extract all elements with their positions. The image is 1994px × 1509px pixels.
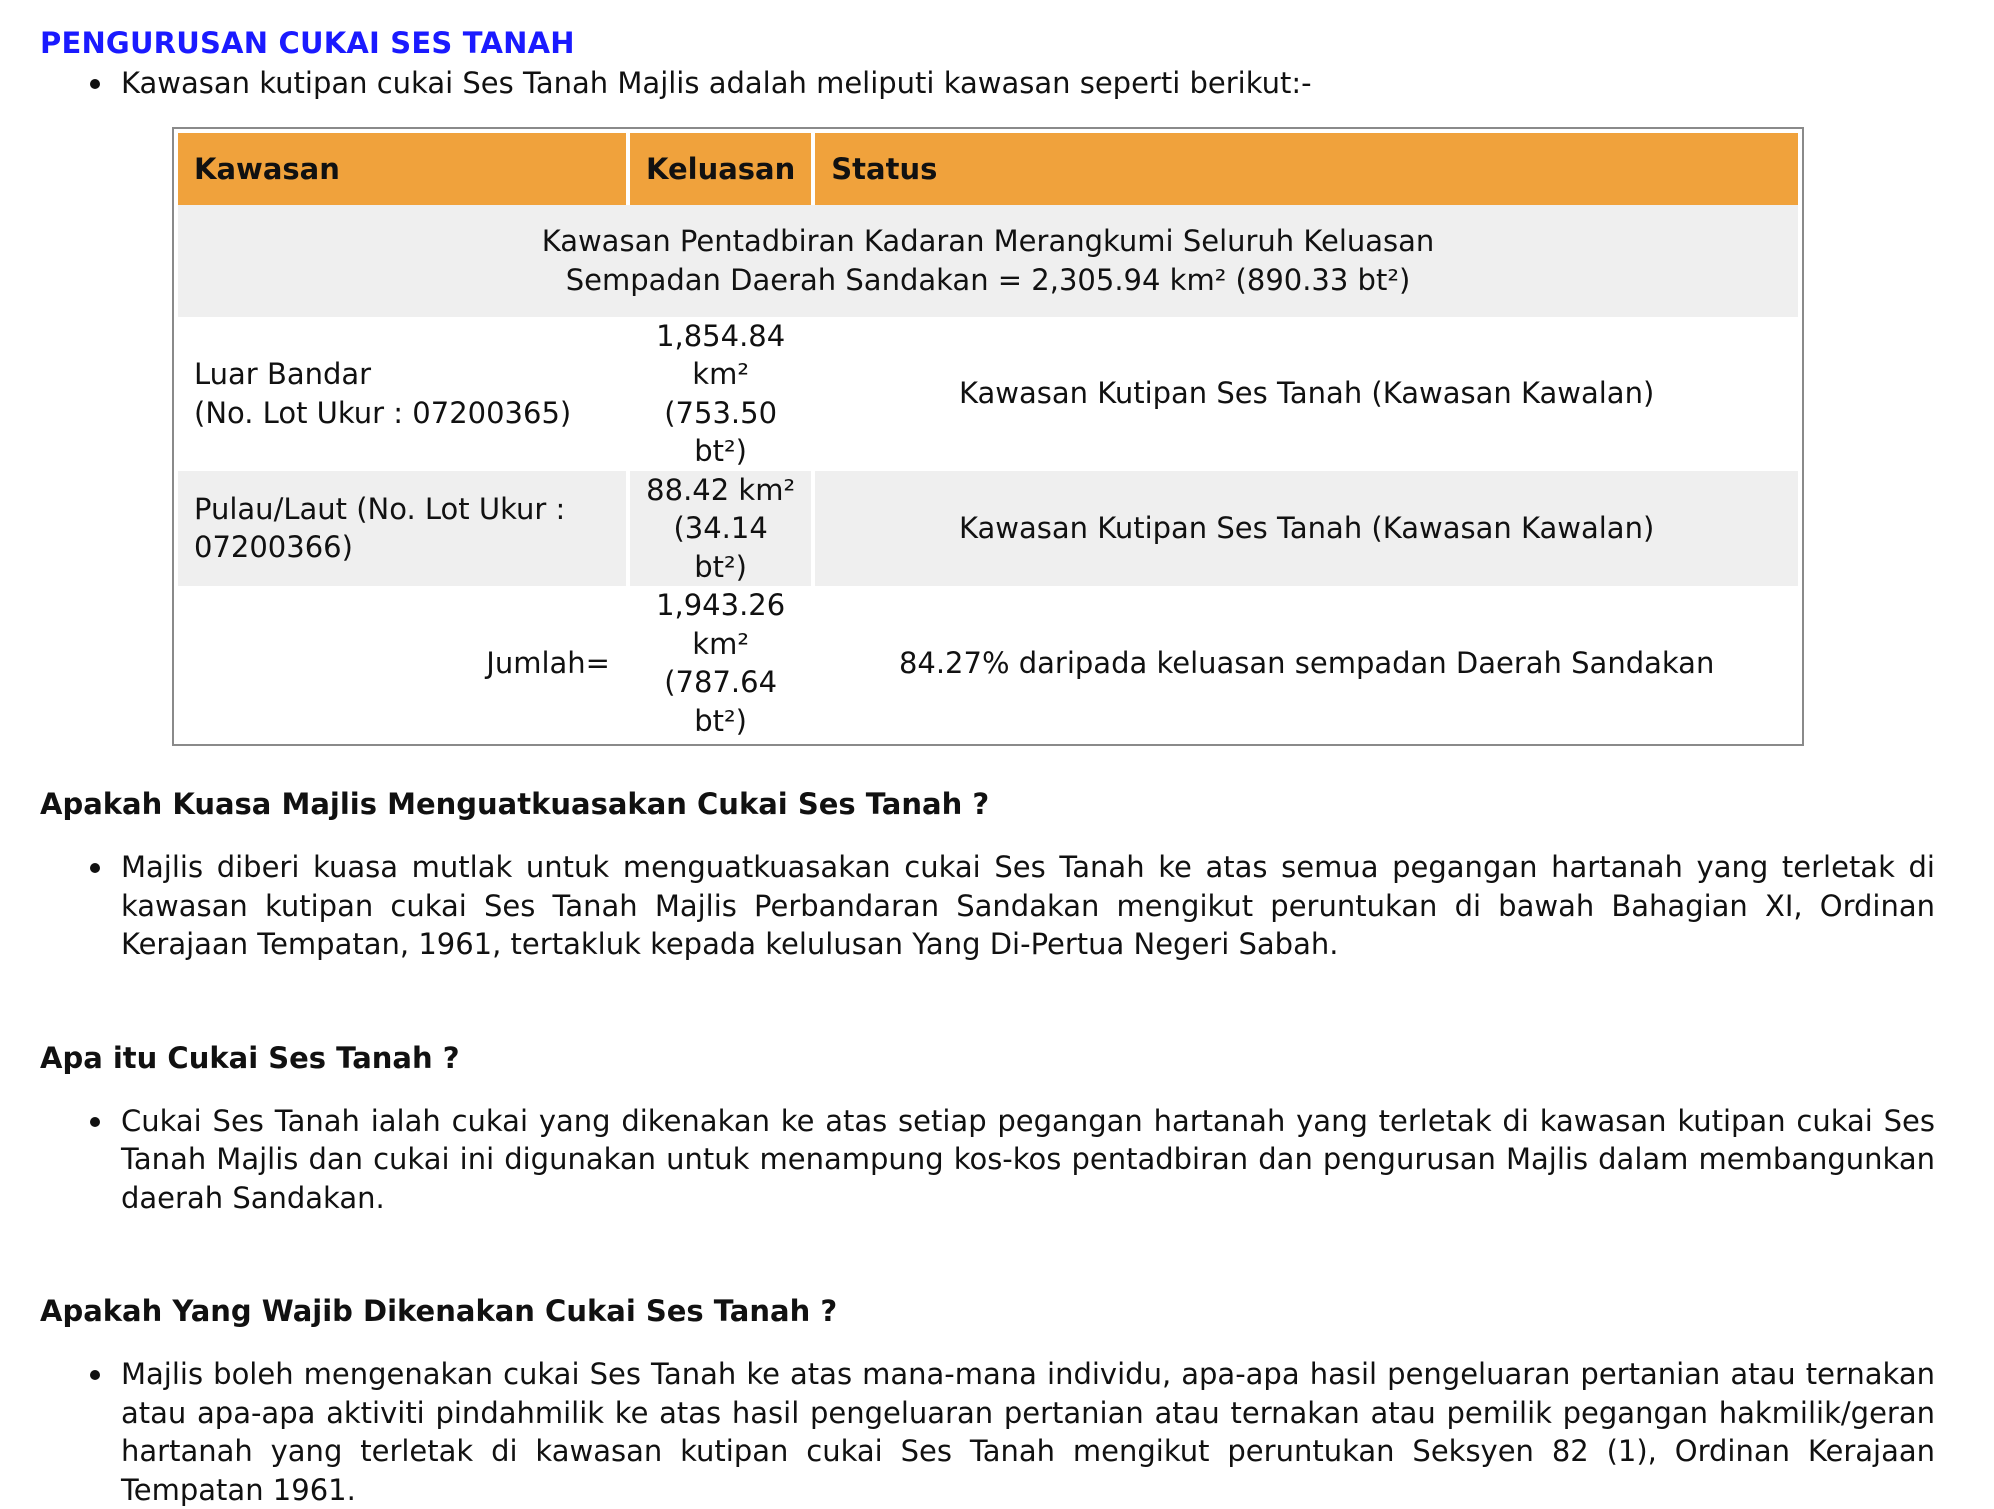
kawasan-cell: [178, 317, 630, 471]
table-row-summary: [178, 205, 1798, 317]
intro-list: [40, 64, 1940, 103]
total-status-cell: 84.27% daripada keluasan sempadan Daerah Sandakan: [815, 586, 1798, 740]
section-apa-itu: [40, 1038, 1940, 1218]
keluasan-cell: [630, 317, 815, 471]
section-heading: Apa itu Cukai Ses Tanah ?: [40, 1040, 460, 1075]
keluasan-cell: [630, 471, 815, 587]
section-heading: Apakah Kuasa Majlis Menguatkuasakan Cukai Ses Tanah ?: [40, 787, 990, 821]
total-area-km: 1,943.26 km²: [656, 588, 786, 661]
area-bt: (753.50 bt²): [664, 395, 778, 468]
area-table: [178, 133, 1798, 741]
section-kuasa: [40, 784, 1940, 964]
list-item-text: Majlis boleh mengenakan cukai Ses Tanah ke atas mana-mana individu, apa-apa hasil pengeluaran pertanian atau ternakan atau apa-apa aktiviti pindahmilik ke atas hasil pengeluaran pertanian atau ternakan atau pemilik pegangan hakmilik/geran hartanah yang terletak di kawasan kutipan cukai Ses Tanah mengikut peruntukan Seksyen 82 (1), Ordinan Kerajaan Tempatan 1961.: [121, 1357, 1935, 1507]
bullet-dot-icon: [90, 1370, 100, 1380]
header-status: Status: [815, 133, 1798, 205]
table-header-row: [178, 133, 1798, 205]
page-title: PENGURUSAN CUKAI SES TANAH: [40, 26, 575, 60]
section-list: [40, 1355, 1940, 1509]
kawasan-name: Pulau/Laut (No. Lot Ukur : 07200366): [194, 491, 566, 565]
section-wajib: [40, 1291, 1940, 1509]
kawasan-name: Luar Bandar: [194, 357, 372, 391]
table-row-total: [178, 586, 1798, 740]
list-item-text: Cukai Ses Tanah ialah cukai yang dikenakan ke atas setiap pegangan hartanah yang terletak di kawasan kutipan cukai Ses Tanah Majlis dan cukai ini digunakan untuk menampung kos-kos pentadbiran dan pengurusan Majlis dalam membangunkan daerah Sandakan.: [121, 1103, 1935, 1215]
table-row: [178, 317, 1798, 471]
total-area-bt: (787.64 bt²): [664, 665, 778, 738]
status-cell: Kawasan Kutipan Ses Tanah (Kawasan Kawalan): [815, 317, 1798, 471]
area-km: 1,854.84 km²: [656, 318, 786, 391]
total-area-cell: [630, 586, 815, 740]
table-row: [178, 471, 1798, 587]
bullet-dot-icon: [90, 1117, 100, 1127]
bullet-dot-icon: [90, 79, 100, 89]
area-km: 88.42 km²: [646, 472, 796, 507]
list-item-text: Majlis diberi kuasa mutlak untuk menguatkuasakan cukai Ses Tanah ke atas semua pegangan hartanah yang terletak di kawasan kutipan cukai Ses Tanah Majlis Perbandaran Sandakan mengikut peruntukan di bawah Bahagian XI, Ordinan Kerajaan Tempatan, 1961, tertakluk kepada kelulusan Yang Di-Pertua Negeri Sabah.: [121, 850, 1935, 961]
total-label: Jumlah=: [178, 586, 630, 740]
header-kawasan: Kawasan: [178, 133, 630, 205]
header-keluasan: Keluasan: [630, 133, 815, 205]
summary-line-2: Sempadan Daerah Sandakan = 2,305.94 km² (890.33 bt²): [565, 262, 1411, 297]
intro-text: Kawasan kutipan cukai Ses Tanah Majlis adalah meliputi kawasan seperti berikut:-: [121, 66, 1312, 100]
list-item: [40, 1102, 1940, 1218]
page-content: [40, 22, 1940, 1509]
section-heading: Apakah Yang Wajib Dikenakan Cukai Ses Tanah ?: [40, 1294, 838, 1328]
list-item: [40, 848, 1940, 964]
intro-list-item: [40, 64, 1940, 103]
section-list: [40, 848, 1940, 964]
bullet-dot-icon: [90, 863, 100, 873]
kawasan-cell: [178, 471, 630, 587]
summary-line-1: Kawasan Pentadbiran Kadaran Merangkumi Seluruh Keluasan: [541, 224, 1435, 258]
area-bt: (34.14 bt²): [673, 511, 768, 584]
status-cell: Kawasan Kutipan Ses Tanah (Kawasan Kawalan): [815, 471, 1798, 587]
kawasan-lot: (No. Lot Ukur : 07200365): [194, 395, 572, 430]
list-item: [40, 1355, 1940, 1509]
area-table-container: [172, 127, 1804, 747]
section-list: [40, 1102, 1940, 1218]
summary-cell: [178, 205, 1798, 317]
